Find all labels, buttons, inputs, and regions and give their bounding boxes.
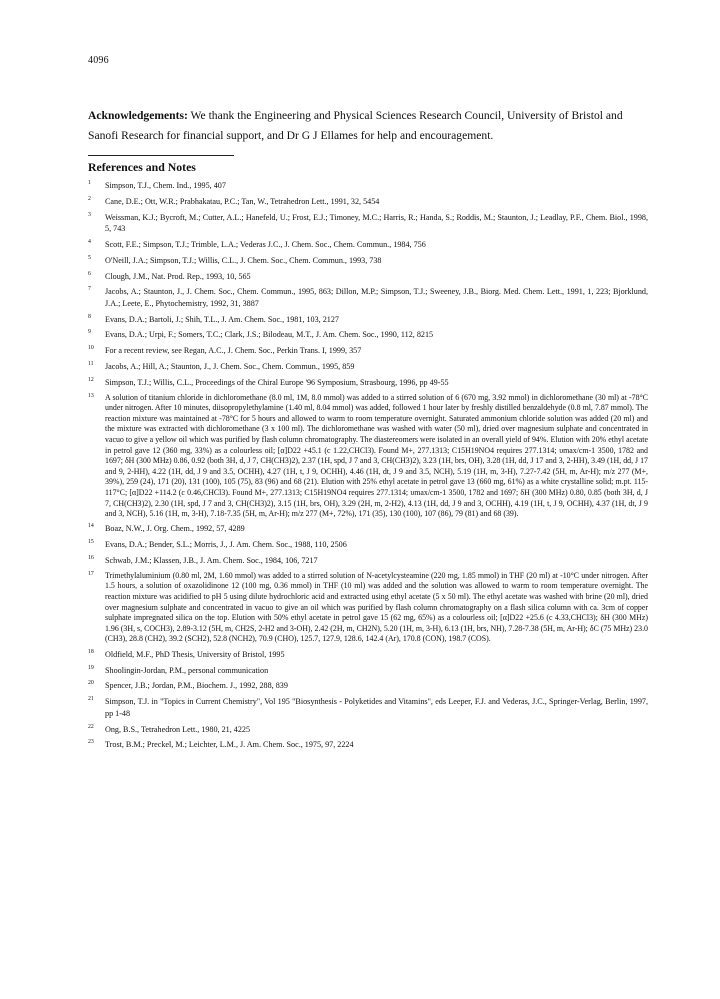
- reference-item: [88, 271, 648, 283]
- reference-number: 1: [88, 180, 91, 186]
- reference-item: [88, 680, 648, 692]
- reference-text: Weissman, K.J.; Bycroft, M.; Cutter, A.L.; Hanefeld, U.; Frost, E.J.; Timoney, M.C.; Harris, R.; Handa, S.; Roddis, M.; Staunton, J.; Leadlay, P.F., Chem. Biol., 1998, 5, 743: [105, 212, 648, 234]
- reference-text: Trimethylaluminium (0.80 ml, 2M, 1.60 mmol) was added to a stirred solution of N-acetylcysteamine (220 mg, 1.85 mmol) in THF (20 ml) at -10°C under nitrogen. After 1.5 hours, a solution of oxazolidinone 12 (100 mg, 0.36 mmol) in THF (10 ml) was added and the solution was allowed to warm to room temperature overnight. The reaction mixture was acidified to pH 5 using dilute hydrochloric acid and extracted using ethyl acetate (5 x 50 ml). The ethyl acetate was washed with brine (20 ml), dried over magnesium sulphate and concentrated in vacuo to give an oil which was purified by flash column chromatography on a flash silica column with ca. 3cm of copper sulphate impregnated silica on the top. Elution with 50% ethyl acetate in petrol gave 15 (62 mg, 65%) as a colourless oil; [α]D22 +25.6 (c 4.33,CHCl3); δH (300 MHz) 1.96 (3H, s, COCH3), 2.89-3.12 (5H, m, CH2S, 2-H2 and 3-OH), 2.42 (2H, m, CH2N), 5.20 (1H, m, 3-H), 6.13 (1H, brs, NH), 7.28-7.38 (5H, m, Ar-H); δC (75 MHz) 23.0 (CH3), 28.8 (CH2), 39.2 (SCH2), 52.8 (NCH2), 70.9 (CHO), 125.7, 127.9, 128.6, 142.4 (Ar), 170.8 (CON), 198.7 (COS).: [105, 570, 648, 644]
- reference-item: [88, 696, 648, 719]
- acknowledgements: [88, 106, 648, 146]
- reference-number: 23: [88, 739, 94, 746]
- reference-item: [88, 393, 648, 520]
- reference-text: Shoolingin-Jordan, P.M., personal communication: [105, 665, 269, 675]
- reference-number: 13: [88, 392, 94, 399]
- reference-item: [88, 329, 648, 341]
- reference-text: Evans, D.A.; Urpi, F.; Somers, T.C.; Clark, J.S.; Bilodeau, M.T., J. Am. Chem. Soc., 1990, 112, 8215: [105, 330, 434, 340]
- reference-item: [88, 739, 648, 751]
- reference-text: Jacobs, A.; Hill, A.; Staunton, J., J. Chem. Soc., Chem. Commun., 1995, 859: [105, 362, 355, 371]
- reference-item: [88, 649, 648, 661]
- reference-text: Jacobs, A.; Staunton, J., J. Chem. Soc., Chem. Commun., 1995, 863; Dillon, M.P.; Simpson, T.J.; Sweeney, J.B., Biorg. Med. Chem. Lett., 1991, 1, 223; Bjorklund, J.A.; Leete, E., Phytochemistry, 1992, 31, 3887: [105, 287, 648, 308]
- reference-item: [88, 377, 648, 389]
- acknowledgements-text: We thank the Engineering and Physical Sciences Research Council, University of Bristol and Sanofi Research for financial support, and Dr G J Ellames for help and encouragement.: [88, 109, 623, 142]
- reference-text: Simpson, T.J., Chem. Ind., 1995, 407: [105, 181, 226, 190]
- reference-text: Evans, D.A.; Bender, S.L.; Morris, J., J. Am. Chem. Soc., 1988, 110, 2506: [105, 540, 347, 550]
- acknowledgements-heading: Acknowledgements:: [88, 109, 188, 122]
- reference-number: 10: [88, 345, 94, 352]
- reference-number: 22: [88, 723, 94, 730]
- reference-text: Schwab, J.M.; Klassen, J.B., J. Am. Chem. Soc., 1984, 106, 7217: [105, 556, 318, 566]
- reference-number: 4: [88, 238, 91, 245]
- reference-text: Oldfield, M.F., PhD Thesis, University of Bristol, 1995: [105, 649, 285, 659]
- reference-number: 6: [88, 270, 91, 277]
- reference-item: [88, 539, 648, 551]
- reference-item: [88, 523, 648, 535]
- references-rule: [88, 155, 234, 156]
- reference-number: 7: [88, 286, 91, 293]
- reference-item: [88, 180, 648, 192]
- reference-number: 20: [88, 680, 94, 687]
- reference-text: Clough, J.M., Nat. Prod. Rep., 1993, 10, 565: [105, 271, 251, 281]
- reference-number: 9: [88, 329, 91, 336]
- reference-item: [88, 239, 648, 251]
- reference-text: Cane, D.E.; Ott, W.R.; Prabhakatau, P.C.; Tan, W., Tetrahedron Lett., 1991, 32, 5454: [105, 196, 380, 206]
- reference-text: O'Neill, J.A.; Simpson, T.J.; Willis, C.L., J. Chem. Soc., Chem. Commun., 1993, 738: [105, 255, 382, 265]
- reference-item: [88, 286, 648, 309]
- reference-item: [88, 665, 648, 677]
- reference-number: 8: [88, 313, 91, 320]
- reference-text: A solution of titanium chloride in dichloromethane (8.0 ml, 1M, 8.0 mmol) was added to a stirred solution of 6 (670 mg, 3.92 mmol) in dichloromethane (30 ml) at -78°C under nitrogen. After 10 minutes, diisopropylethylamine (1.40 ml, 8.04 mmol) was added, followed 1 hour later by freshly distilled benzaldehyde (0.8 ml, 7.87 mmol). The reaction mixture was maintained at -78°C for 5 hours and allowed to warm to room temperature overnight. Saturated ammonium chloride solution was added (20 ml) and the mixture was extracted with dichloromethane (3 x 100 ml). The dichloromethane was washed with water (50 ml), dried over magnesium sulphate and concentrated in vacuo to give a yellow oil which was purified by flash column chromatography. The diastereomers were isolated in an overall yield of 94%. Elution with 20% ethyl acetate in petrol gave 12 (360 mg, 33%) as a colourless oil; [α]D22 +45.1 (c 1.22,CHCl3). Found M+, 277.1313; C15H19NO4 requires 277.1314; υmax/cm-1 3500, 1782 and 1697; δH (300 MHz) 0.86, 0.92 (both 3H, d, J 7, CH(CH3)2), 2.37 (1H, spd, J 7 and 3, CH(CH3)2), 3.23 (1H, brs, OH), 3.28 (1H, dd, J 17 and 3, 2-HH), 3.49 (1H, dd, J 17 and 9, 2-HH), 4.22 (1H, dd, J 9 and 3.5, OCHH), 4.27 (1H, t, J 9, OCHH), 4.46 (1H, dt, J 9 and 3.5, NCH), 5.19 (1H, m, 3-H), 7.27-7.42 (5H, m, Ar-H); m/z 277 (M+, 39%), 259 (24), 171 (20), 131 (100), 105 (75), 83 (96) and 68 (21). Elution with 25% ethyl acetate in petrol gave 13 (660 mg, 61%) as a white crystalline solid; m.pt. 115-117°C; [α]D22 +114.2 (c 0.46,CHCl3). Found M+, 277.1313; C15H19NO4 requires 277.1314; υmax/cm-1 3500, 1782 and 1697; δH (300 MHz) 0.80, 0.85 (both 3H, d, J 7, CH(CH3)2), 2.30 (1H, spd, J 7 and 3, CH(CH3)2), 3.15 (1H, brs, OH), 3.29 (2H, m, 2-H2), 4.13 (1H, dd, J 9 and 3, OCHH), 4.19 (1H, t, J 9, OCHH), 4.37 (1H, dt, J 9 and 3, NCH), 5.16 (1H, m, 3-H), 7.18-7.35 (5H, m, Ar-H); m/z 277 (M+, 72%), 171 (35), 130 (100), 107 (86), 79 (81) and 68 (39).: [105, 392, 648, 519]
- reference-text: Ong, B.S., Tetrahedron Lett., 1980, 21, 4225: [105, 724, 251, 734]
- reference-number: 18: [88, 648, 94, 655]
- reference-number: 19: [88, 664, 94, 671]
- reference-text: Simpson, T.J.; Willis, C.L., Proceedings of the Chiral Europe '96 Symposium, Strasbourg, 1996, pp 49-55: [105, 377, 449, 387]
- reference-item: [88, 255, 648, 267]
- reference-item: [88, 196, 648, 208]
- reference-number: 14: [88, 523, 94, 530]
- reference-text: Evans, D.A.; Bartoli, J.; Shih, T.L., J. Am. Chem. Soc., 1981, 103, 2127: [105, 314, 339, 324]
- reference-number: 12: [88, 376, 94, 383]
- reference-item: [88, 314, 648, 326]
- reference-number: 15: [88, 539, 94, 546]
- reference-text: Boaz, N.W., J. Org. Chem., 1992, 57, 4289: [105, 524, 245, 534]
- reference-item: [88, 571, 648, 645]
- reference-item: [88, 345, 648, 357]
- reference-number: 5: [88, 254, 91, 261]
- reference-number: 21: [88, 696, 94, 703]
- reference-number: 3: [88, 211, 91, 218]
- page-number: 4096: [88, 55, 109, 66]
- reference-item: [88, 212, 648, 235]
- reference-number: 16: [88, 555, 94, 562]
- reference-text: Spencer, J.B.; Jordan, P.M., Biochem. J., 1992, 288, 839: [105, 681, 288, 691]
- reference-text: For a recent review, see Regan, A.C., J. Chem. Soc., Perkin Trans. I, 1999, 357: [105, 346, 362, 356]
- reference-text: Simpson, T.J. in "Topics in Current Chemistry", Vol 195 "Biosynthesis - Polyketides and Vitamins", eds Leeper, F.J. and Vederas, J.C., Springer-Verlag, Berlin, 1997, pp 1-48: [105, 697, 648, 718]
- reference-number: 17: [88, 570, 94, 577]
- reference-item: [88, 555, 648, 567]
- reference-item: [88, 724, 648, 736]
- reference-text: Trost, B.M.; Preckel, M.; Leichter, L.M., J. Am. Chem. Soc., 1975, 97, 2224: [105, 740, 354, 750]
- references-list: [88, 180, 648, 755]
- reference-item: [88, 361, 648, 373]
- references-heading: References and Notes: [88, 160, 196, 174]
- reference-number: 2: [88, 195, 91, 202]
- reference-text: Scott, F.E.; Simpson, T.J.; Trimble, L.A.; Vederas J.C., J. Chem. Soc., Chem. Commun., 1984, 756: [105, 239, 426, 249]
- reference-number: 11: [88, 361, 94, 367]
